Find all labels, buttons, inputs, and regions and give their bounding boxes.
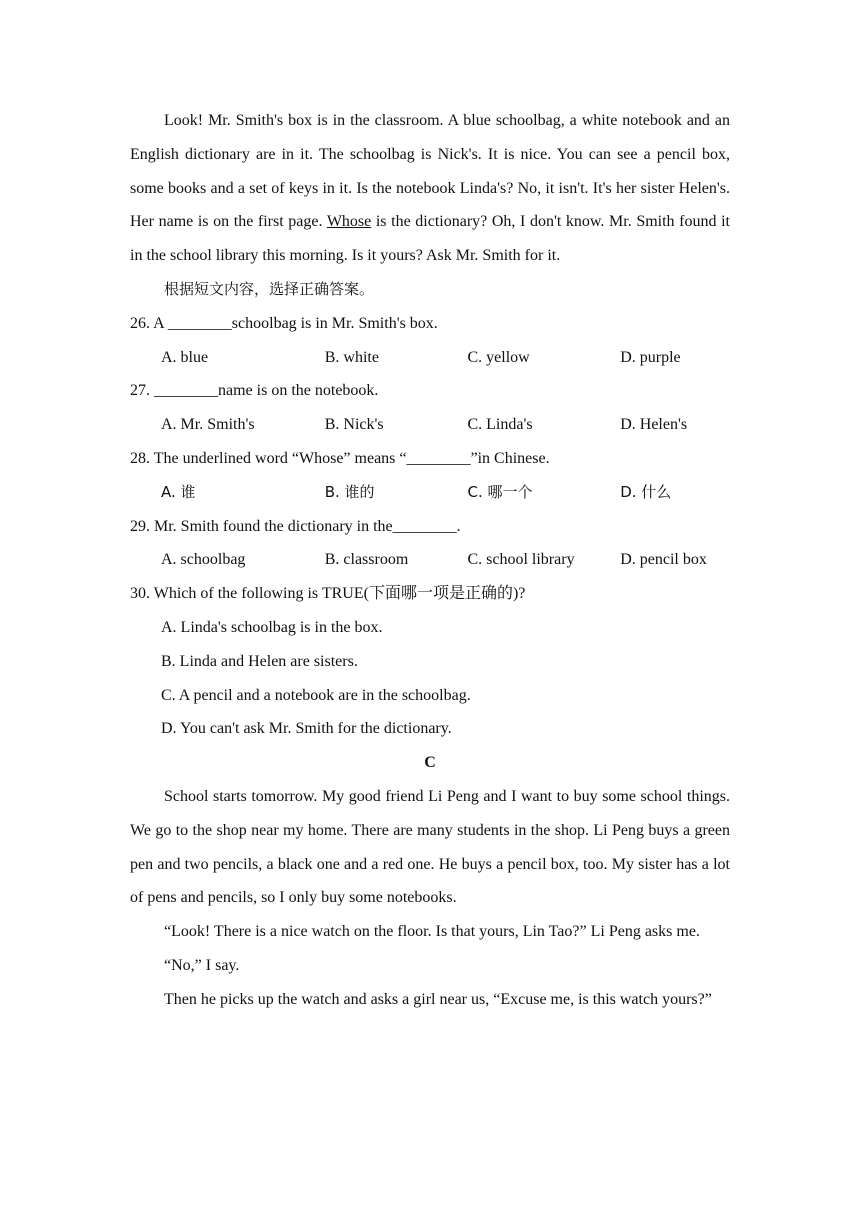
question-27: 27. ________name is on the notebook. [130, 382, 379, 400]
question-29: 29. Mr. Smith found the dictionary in the________. [130, 517, 461, 535]
option-c: C. yellow [467, 348, 530, 366]
option-c: C. Linda's [467, 416, 533, 434]
option-b: B. 谁的 [324, 482, 375, 501]
option-d: D. 什么 [620, 482, 672, 501]
question-28: 28. The underlined word “Whose” means “________”in Chinese. [130, 449, 550, 467]
passage-c-paragraph: “No,” I say. [164, 956, 240, 974]
options-28 [130, 476, 730, 510]
option-d: D. purple [620, 348, 681, 366]
section-heading: C [424, 754, 436, 772]
options-26 [130, 341, 730, 375]
option-b: B. Linda and Helen are sisters. [161, 652, 358, 670]
question-26: 26. A ________schoolbag is in Mr. Smith's box. [130, 314, 438, 332]
option-c: C. 哪一个 [467, 482, 533, 501]
question-30: 30. Which of the following is TRUE(下面哪一项是正确的)? [130, 585, 526, 603]
option-a: A. Linda's schoolbag is in the box. [161, 618, 383, 636]
option-d: D. Helen's [620, 416, 688, 434]
passage-c-paragraph: Then he picks up the watch and asks a girl near us, “Excuse me, is this watch yours?” [164, 990, 712, 1008]
passage-b-part1: Look! Mr. Smith's box is in the classroom. A blue schoolbag, a white notebook and an English dictionary are in it. The schoolbag is Nick's. It is nice. You can see a pencil box, some books and a set of keys in it. Is the notebook Linda's? No, it isn't. It's her sister Helen's. Her name is on the first page. [130, 112, 730, 231]
document-page [130, 104, 730, 1017]
underlined-word: Whose [326, 213, 372, 231]
passage-b-part2: is the dictionary? Oh, I don't know. Mr. Smith found it in the school library this morning. Is it yours? Ask Mr. Smith for it. [130, 213, 730, 265]
option-c: C. school library [467, 551, 575, 569]
passage-c-paragraph: “Look! There is a nice watch on the floor. Is that yours, Lin Tao?” Li Peng asks me. [164, 923, 700, 941]
options-29 [130, 543, 730, 577]
option-a: A. Mr. Smith's [161, 416, 255, 434]
option-a: A. blue [161, 348, 209, 366]
passage-b [130, 104, 730, 273]
instruction: 根据短文内容，选择正确答案。 [164, 279, 375, 298]
option-a: A. schoolbag [161, 551, 246, 569]
option-d: D. You can't ask Mr. Smith for the dictionary. [161, 720, 452, 738]
option-b: B. Nick's [324, 416, 384, 434]
option-b: B. white [324, 348, 379, 366]
option-b: B. classroom [324, 551, 409, 569]
option-a: A. 谁 [161, 482, 196, 501]
option-d: D. pencil box [620, 551, 707, 569]
options-27 [130, 408, 730, 442]
option-c: C. A pencil and a notebook are in the schoolbag. [161, 686, 471, 704]
passage-c-paragraph: School starts tomorrow. My good friend Li Peng and I want to buy some school things. We go to the shop near my home. There are many students in the shop. Li Peng buys a green pen and two pencils, a black one and a red one. He buys a pencil box, too. My sister has a lot of pens and pencils, so I only buy some notebooks. [130, 787, 730, 907]
